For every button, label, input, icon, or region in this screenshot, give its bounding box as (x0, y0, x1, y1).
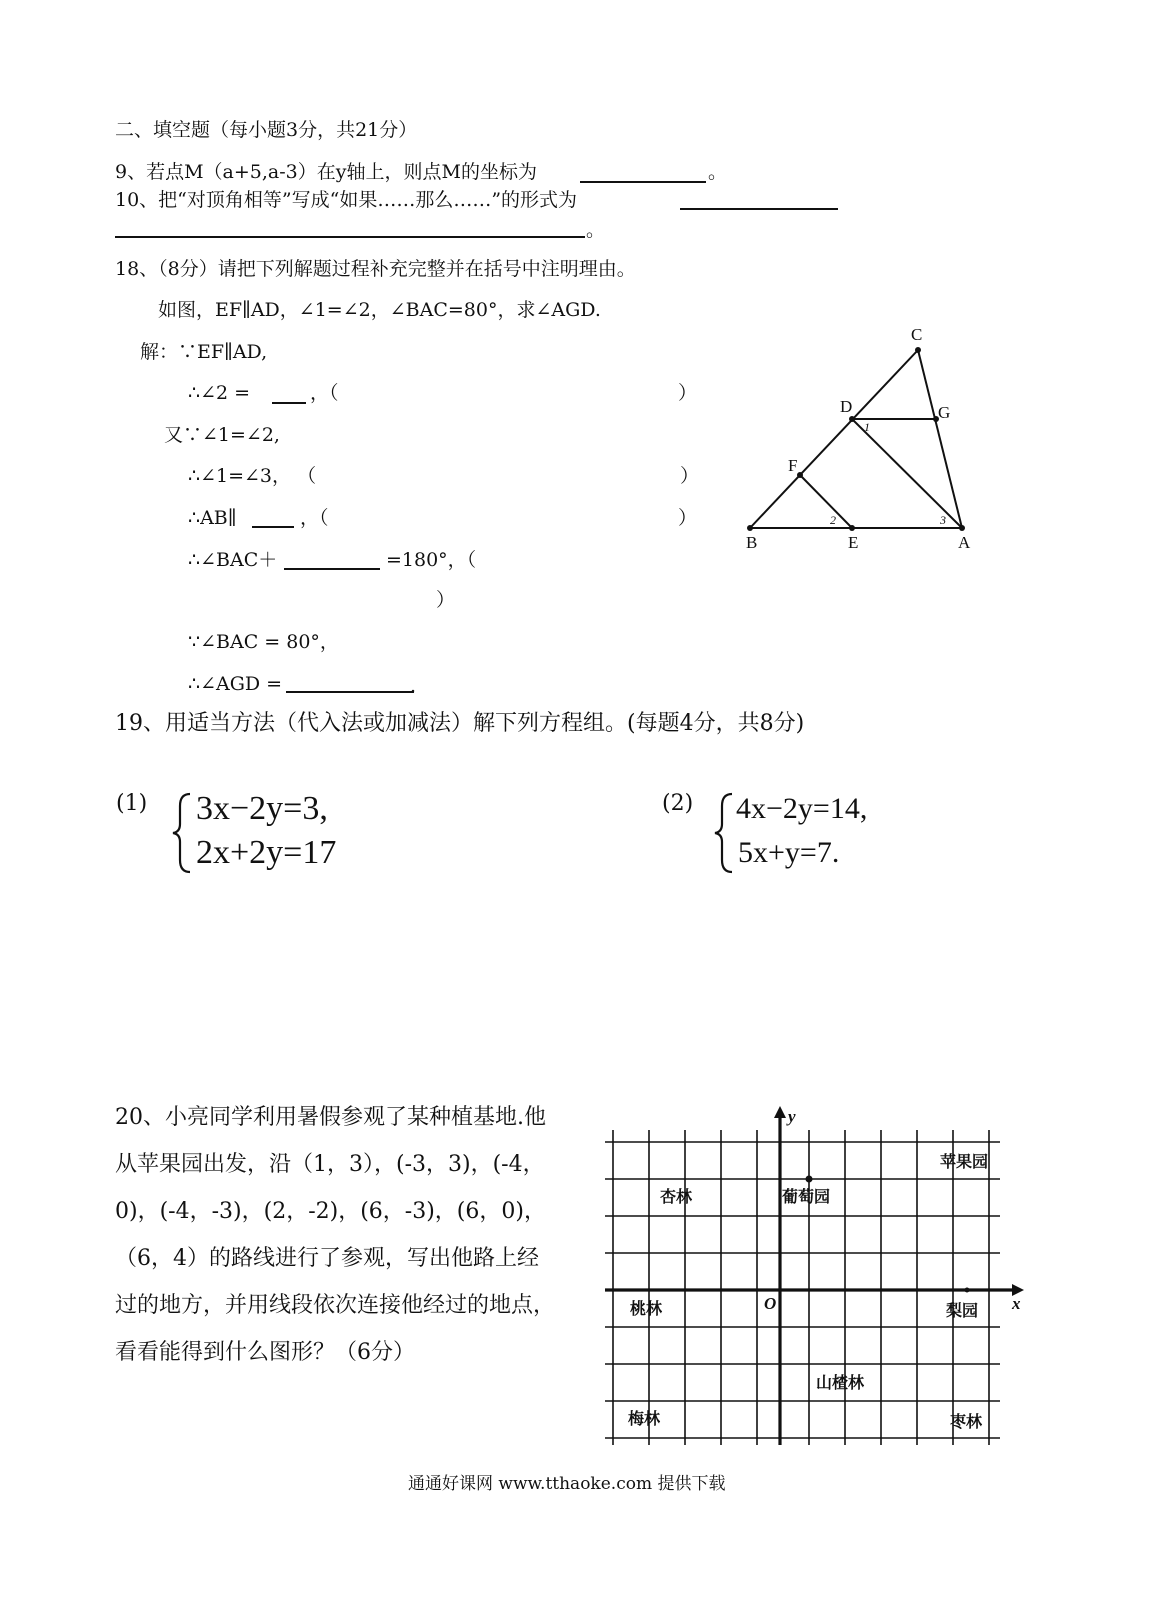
q18-step6: ∵∠BAC = 80°， (188, 631, 339, 653)
q10-period: 。 (586, 219, 606, 241)
q10-answer-blank-1[interactable] (680, 208, 838, 210)
label-F: F (788, 456, 798, 475)
grid-label-peach-grove: 桃林 (630, 1301, 663, 1318)
q18-step7-blank[interactable] (286, 691, 414, 693)
angle-label-3: 3 (940, 513, 946, 527)
question-10-text: 10、把“对顶角相等”写成“如果……那么……”的形式为 (115, 189, 578, 211)
q18-step2: 又∵∠1=∠2, (164, 424, 280, 446)
q18-step5-close: ） (436, 589, 456, 611)
label-C: C (911, 325, 923, 344)
grid-label-apricot-grove: 杏林 (660, 1189, 693, 1206)
q18-solution-start: 解：∵EF∥AD, (140, 341, 268, 363)
question-9-text: 9、若点M（a+5,a-3）在y轴上，则点M的坐标为 (115, 161, 537, 183)
q19-part1-eq2: 2x+2y=17 (196, 834, 337, 871)
q20-line4: （6，4）的路线进行了参观，写出他路上经 (115, 1246, 539, 1271)
triangle-figure (730, 318, 990, 558)
q18-step3-close: ） (680, 465, 700, 487)
q19-part1-eq1: 3x−2y=3, (196, 790, 328, 827)
q18-given: 如图，EF∥AD，∠1=∠2，∠BAC=80°，求∠AGD. (158, 299, 601, 321)
angle-label-2: 2 (830, 513, 836, 527)
q18-step1-blank[interactable] (272, 402, 306, 404)
label-D: D (840, 397, 853, 416)
q19-part2-brace (712, 792, 736, 874)
grid-axis-x-label: x (1012, 1294, 1021, 1313)
q19-part2-label: (2) (662, 791, 694, 816)
q18-step5: ∴∠BAC＋ (188, 549, 278, 571)
section-heading: 二、填空题（每小题3分，共21分） (115, 119, 418, 141)
label-G: G (938, 403, 951, 422)
q19-part2-eq1: 4x−2y=14, (736, 792, 868, 825)
q20-line5: 过的地方，并用线段依次连接他经过的地点， (115, 1293, 556, 1318)
q18-step1-paren: ，（ (310, 382, 339, 404)
grid-label-jujube-grove: 枣林 (950, 1414, 983, 1431)
q19-part1-brace (170, 792, 194, 874)
q18-step1: ∴∠2 = (188, 382, 251, 404)
q18-step4-paren: ，（ (300, 507, 329, 529)
grid-label-apple-orchard: 苹果园 (940, 1154, 989, 1171)
grid-label-grape-garden: 葡萄园 (782, 1189, 831, 1206)
q20-line1: 20、小亮同学利用暑假参观了某种植基地.他 (115, 1105, 546, 1130)
grid-label-pear-garden: 梨园 (946, 1303, 979, 1320)
q19-part1-label: (1) (116, 791, 148, 816)
coordinate-grid (600, 1100, 1040, 1450)
q18-step5-blank[interactable] (284, 568, 380, 570)
label-B: B (746, 533, 758, 552)
q10-answer-blank-2[interactable] (115, 236, 585, 238)
grid-axis-y-label: y (788, 1107, 796, 1126)
q18-step3: ∴∠1=∠3， （ (188, 465, 317, 487)
label-E: E (848, 533, 859, 552)
q18-step7: ∴∠AGD = (188, 673, 283, 695)
q20-line3: 0)，(-4，-3)，(2，-2)，(6，-3)，(6，0)， (115, 1199, 546, 1224)
q18-step4: ∴AB∥ (188, 507, 237, 529)
grid-origin-label: O (764, 1294, 777, 1313)
question-18-title: 18、（8分）请把下列解题过程补充完整并在括号中注明理由。 (115, 258, 636, 280)
q20-line2: 从苹果园出发，沿（1，3），(-3，3)，(-4， (115, 1152, 545, 1177)
q9-period: 。 (708, 161, 728, 183)
q19-part2-eq2: 5x+y=7. (738, 836, 840, 869)
grid-label-hawthorn-grove: 山楂林 (816, 1375, 865, 1392)
q20-line6: 看看能得到什么图形？（6分） (115, 1340, 415, 1365)
q18-step1-close: ） (678, 382, 698, 404)
q18-step4-close: ） (678, 507, 698, 529)
angle-label-1: 1 (864, 420, 870, 434)
page-footer: 通通好课网 www.tthaoke.com 提供下载 (408, 1474, 726, 1494)
grid-label-plum-grove: 梅林 (628, 1411, 661, 1428)
q18-step5-tail: =180°，（ (386, 549, 477, 571)
q9-answer-blank[interactable] (580, 181, 706, 183)
q18-step7-end: . (410, 675, 417, 697)
q18-step4-blank[interactable] (252, 526, 294, 528)
label-A: A (958, 533, 971, 552)
question-19-title: 19、用适当方法（代入法或加减法）解下列方程组。(每题4分，共8分) (115, 711, 805, 736)
